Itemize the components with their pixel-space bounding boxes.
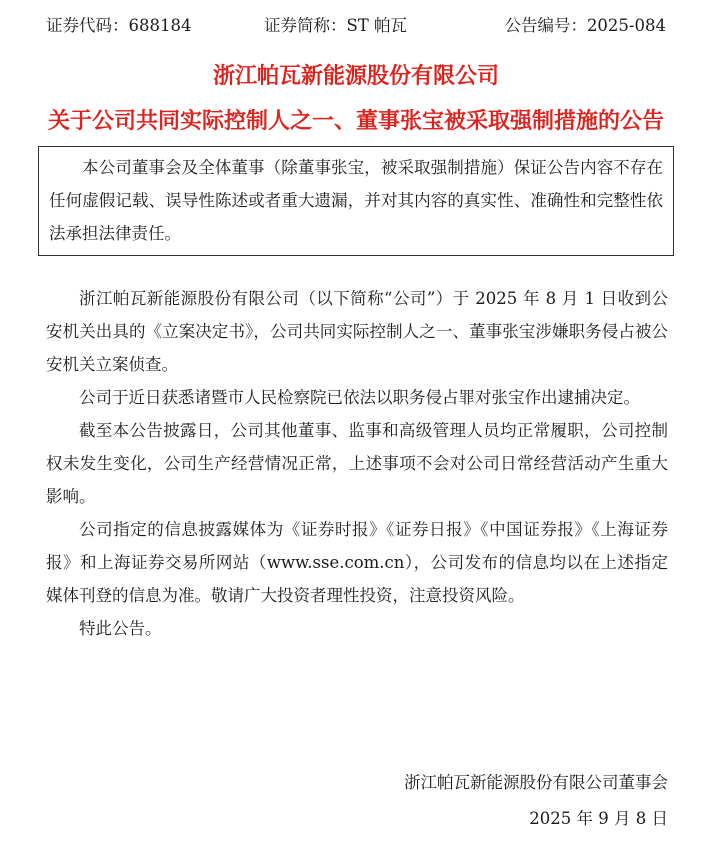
- body-paragraph-1: 浙江帕瓦新能源股份有限公司（以下简称“公司”）于 2025 年 8 月 1 日收到公安机关出具的《立案决定书》，公司共同实际控制人之一、董事张宝涉嫌职务侵占被公安机关立案侦查。: [46, 289, 668, 374]
- security-code: 证券代码：688184: [46, 16, 192, 35]
- security-abbreviation: 证券简称：ST 帕瓦: [264, 16, 408, 35]
- announcement-body: [46, 282, 668, 645]
- body-paragraph-4: 公司指定的信息披露媒体为《证券时报》《证券日报》《中国证券报》《上海证券报》和上海证券交易所网站（www.sse.com.cn），公司发布的信息均以在上述指定媒体刊登的信息为准。敬请广大投资者理性投资，注意投资风险。: [46, 520, 668, 605]
- announcement-number: 公告编号：2025-084: [504, 16, 666, 35]
- signature-date: 2025 年 9 月 8 日: [529, 809, 668, 828]
- company-title: 浙江帕瓦新能源股份有限公司: [212, 63, 499, 89]
- body-paragraph-3: 截至本公告披露日，公司其他董事、监事和高级管理人员均正常履职，公司控制权未发生变化，公司生产经营情况正常，上述事项不会对公司日常经营活动产生重大影响。: [46, 421, 668, 506]
- closing-line: 特此公告。: [79, 619, 162, 638]
- body-paragraph-2: 公司于近日获悉诸暨市人民检察院已依法以职务侵占罪对张宝作出逮捕决定。: [79, 388, 640, 407]
- board-statement-box: [38, 146, 674, 256]
- signature-organization: 浙江帕瓦新能源股份有限公司董事会: [404, 773, 668, 792]
- document-header: [40, 14, 672, 38]
- notice-title: 关于公司共同实际控制人之一、董事张宝被采取强制措施的公告: [47, 108, 664, 134]
- board-statement-text: 本公司董事会及全体董事（除董事张宝，被采取强制措施）保证公告内容不存在任何虚假记载、误导性陈述或者重大遗漏，并对其内容的真实性、准确性和完整性依法承担法律责任。: [49, 158, 663, 243]
